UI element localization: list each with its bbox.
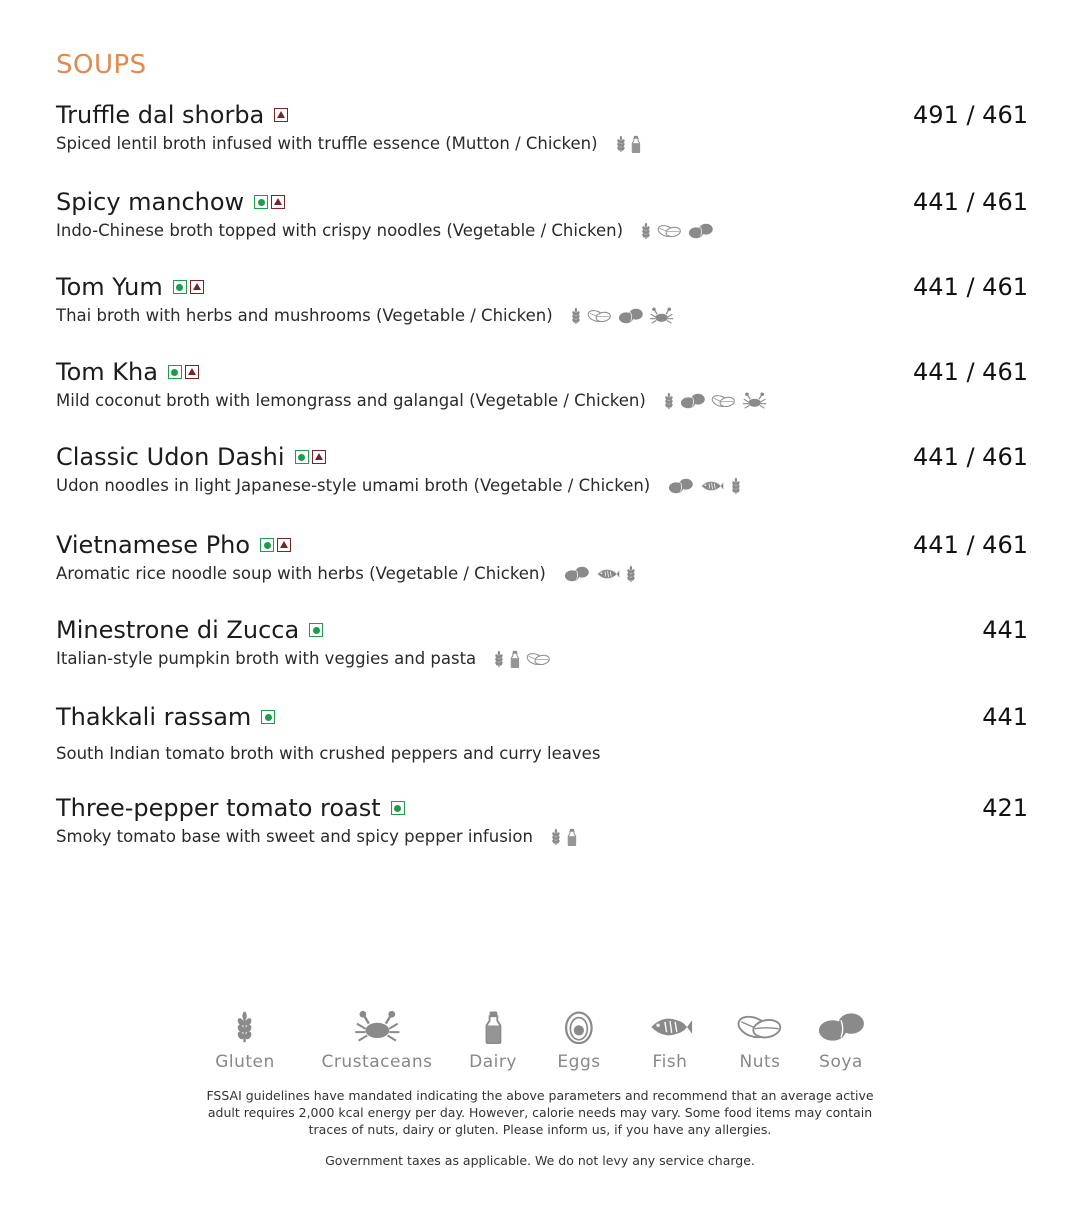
fish-icon bbox=[646, 1006, 694, 1048]
nonveg-mark-icon bbox=[190, 280, 204, 294]
diet-marks bbox=[168, 365, 199, 379]
legend-item-soya bbox=[817, 1006, 865, 1072]
nuts-icon bbox=[711, 392, 736, 410]
diet-marks bbox=[260, 538, 291, 552]
diet-marks bbox=[254, 195, 285, 209]
item-description: Indo-Chinese broth topped with crispy noodles (Vegetable / Chicken) bbox=[56, 221, 624, 240]
item-description: Smoky tomato base with sweet and spicy pepper infusion bbox=[56, 827, 533, 846]
soya-icon bbox=[618, 307, 643, 325]
legend-label: Gluten bbox=[215, 1052, 275, 1072]
menu-item bbox=[56, 793, 1028, 849]
legend-item-nuts bbox=[736, 1006, 784, 1072]
item-price: 441 bbox=[982, 616, 1028, 644]
legend-item-eggs bbox=[557, 1006, 600, 1072]
allergen-icons bbox=[616, 135, 642, 153]
veg-mark-icon bbox=[295, 450, 309, 464]
gluten-icon bbox=[551, 828, 561, 846]
nuts-icon bbox=[657, 222, 682, 240]
item-price: 491 / 461 bbox=[913, 101, 1028, 129]
fish-icon bbox=[699, 477, 724, 495]
item-description-row bbox=[56, 304, 1028, 328]
item-name-row bbox=[56, 272, 1028, 302]
item-name: Truffle dal shorba bbox=[56, 101, 265, 129]
veg-mark-icon bbox=[173, 280, 187, 294]
soya-icon bbox=[668, 477, 693, 495]
dairy-icon bbox=[510, 650, 520, 668]
item-description-row bbox=[56, 219, 1028, 243]
allergen-icons bbox=[668, 477, 740, 495]
item-description: Spiced lentil broth infused with truffle essence (Mutton / Chicken) bbox=[56, 134, 598, 153]
menu-item bbox=[56, 187, 1028, 243]
item-description-row bbox=[56, 132, 1028, 156]
nuts-icon bbox=[736, 1006, 784, 1048]
section-title: SOUPS bbox=[56, 50, 147, 80]
gluten-icon bbox=[641, 222, 651, 240]
nuts-icon bbox=[587, 307, 612, 325]
item-price: 441 / 461 bbox=[913, 443, 1028, 471]
legend-item-fish bbox=[646, 1006, 694, 1072]
item-price: 441 / 461 bbox=[913, 273, 1028, 301]
menu-item bbox=[56, 702, 1028, 766]
item-name: Minestrone di Zucca bbox=[56, 616, 300, 644]
veg-mark-icon bbox=[309, 623, 323, 637]
allergen-icons bbox=[641, 222, 713, 240]
item-name-row bbox=[56, 702, 1028, 732]
nonveg-mark-icon bbox=[274, 108, 288, 122]
legend-item-crustaceans bbox=[322, 1006, 433, 1072]
legend-label: Dairy bbox=[469, 1052, 517, 1072]
allergen-legend bbox=[0, 1006, 1080, 1076]
diet-marks bbox=[391, 801, 405, 815]
item-name: Thakkali rassam bbox=[56, 703, 252, 731]
legend-item-dairy bbox=[469, 1006, 517, 1072]
menu-item bbox=[56, 100, 1028, 156]
eggs-icon bbox=[557, 1006, 600, 1048]
veg-mark-icon bbox=[391, 801, 405, 815]
nonveg-mark-icon bbox=[185, 365, 199, 379]
soya-icon bbox=[817, 1006, 865, 1048]
item-description: Italian-style pumpkin broth with veggies and pasta bbox=[56, 649, 477, 668]
item-description: Aromatic rice noodle soup with herbs (Vegetable / Chicken) bbox=[56, 564, 546, 583]
legend-label: Nuts bbox=[739, 1052, 781, 1072]
gluten-icon bbox=[616, 135, 626, 153]
item-name-row bbox=[56, 100, 1028, 130]
gluten-icon bbox=[731, 477, 741, 495]
item-price: 441 / 461 bbox=[913, 358, 1028, 386]
item-description: Udon noodles in light Japanese-style umami broth (Vegetable / Chicken) bbox=[56, 476, 651, 495]
item-description: South Indian tomato broth with crushed peppers and curry leaves bbox=[56, 744, 601, 763]
menu-item bbox=[56, 272, 1028, 328]
gluten-icon bbox=[626, 565, 636, 583]
legend-label: Soya bbox=[819, 1052, 863, 1072]
menu-item bbox=[56, 530, 1028, 586]
item-description: Mild coconut broth with lemongrass and galangal (Vegetable / Chicken) bbox=[56, 391, 646, 410]
gluten-icon bbox=[571, 307, 581, 325]
item-price: 421 bbox=[982, 794, 1028, 822]
item-name-row bbox=[56, 187, 1028, 217]
nonveg-mark-icon bbox=[312, 450, 326, 464]
menu-item bbox=[56, 442, 1028, 498]
gluten-icon bbox=[215, 1006, 275, 1048]
dairy-icon bbox=[567, 828, 577, 846]
legend-label: Fish bbox=[652, 1052, 688, 1072]
gluten-icon bbox=[664, 392, 674, 410]
soya-icon bbox=[564, 565, 589, 583]
item-name: Spicy manchow bbox=[56, 188, 245, 216]
veg-mark-icon bbox=[168, 365, 182, 379]
dairy-icon bbox=[469, 1006, 517, 1048]
legend-label: Crustaceans bbox=[321, 1052, 433, 1072]
fish-icon bbox=[595, 565, 620, 583]
item-price: 441 / 461 bbox=[913, 188, 1028, 216]
item-name: Tom Kha bbox=[56, 358, 158, 386]
allergen-icons bbox=[664, 392, 767, 410]
fssai-note: FSSAI guidelines have mandated indicating the above parameters and recommend that an average active adult requires 2,000 kcal energy per day. However, calorie needs may vary. Some food items may contain traces of nuts, dairy or gluten. Please inform us, if you have any allergies. bbox=[206, 1088, 874, 1137]
nuts-icon bbox=[526, 650, 551, 668]
item-name-row bbox=[56, 793, 1028, 823]
diet-marks bbox=[309, 623, 323, 637]
diet-marks bbox=[261, 710, 275, 724]
nonveg-mark-icon bbox=[271, 195, 285, 209]
allergen-icons bbox=[571, 307, 674, 325]
item-name: Vietnamese Pho bbox=[56, 531, 251, 559]
nonveg-mark-icon bbox=[277, 538, 291, 552]
allergen-icons bbox=[551, 828, 577, 846]
item-description-row bbox=[56, 474, 1028, 498]
item-name-row bbox=[56, 357, 1028, 387]
item-description-row bbox=[56, 389, 1028, 413]
gluten-icon bbox=[494, 650, 504, 668]
diet-marks bbox=[295, 450, 326, 464]
menu-item bbox=[56, 357, 1028, 413]
item-description-row bbox=[56, 562, 1028, 586]
item-name: Classic Udon Dashi bbox=[56, 443, 285, 471]
item-name-row bbox=[56, 530, 1028, 560]
diet-marks bbox=[173, 280, 204, 294]
tax-note: Government taxes as applicable. We do not levy any service charge. bbox=[325, 1153, 755, 1168]
item-description-row bbox=[56, 742, 1028, 766]
item-price: 441 / 461 bbox=[913, 531, 1028, 559]
item-name-row bbox=[56, 442, 1028, 472]
legend-item-gluten bbox=[215, 1006, 275, 1072]
item-description-row bbox=[56, 825, 1028, 849]
item-name-row bbox=[56, 615, 1028, 645]
veg-mark-icon bbox=[261, 710, 275, 724]
veg-mark-icon bbox=[260, 538, 274, 552]
crustaceans-icon bbox=[742, 392, 767, 410]
item-description: Thai broth with herbs and mushrooms (Vegetable / Chicken) bbox=[56, 306, 553, 325]
legend-label: Eggs bbox=[557, 1052, 601, 1072]
allergen-icons bbox=[494, 650, 551, 668]
veg-mark-icon bbox=[254, 195, 268, 209]
item-name: Tom Yum bbox=[56, 273, 163, 301]
item-name: Three-pepper tomato roast bbox=[56, 794, 381, 822]
diet-marks bbox=[274, 108, 288, 122]
dairy-icon bbox=[631, 135, 641, 153]
menu-item bbox=[56, 615, 1028, 671]
item-description-row bbox=[56, 647, 1028, 671]
soya-icon bbox=[688, 222, 713, 240]
item-price: 441 bbox=[982, 703, 1028, 731]
soya-icon bbox=[680, 392, 705, 410]
crustaceans-icon bbox=[322, 1006, 433, 1048]
crustaceans-icon bbox=[649, 307, 674, 325]
allergen-icons bbox=[564, 565, 636, 583]
